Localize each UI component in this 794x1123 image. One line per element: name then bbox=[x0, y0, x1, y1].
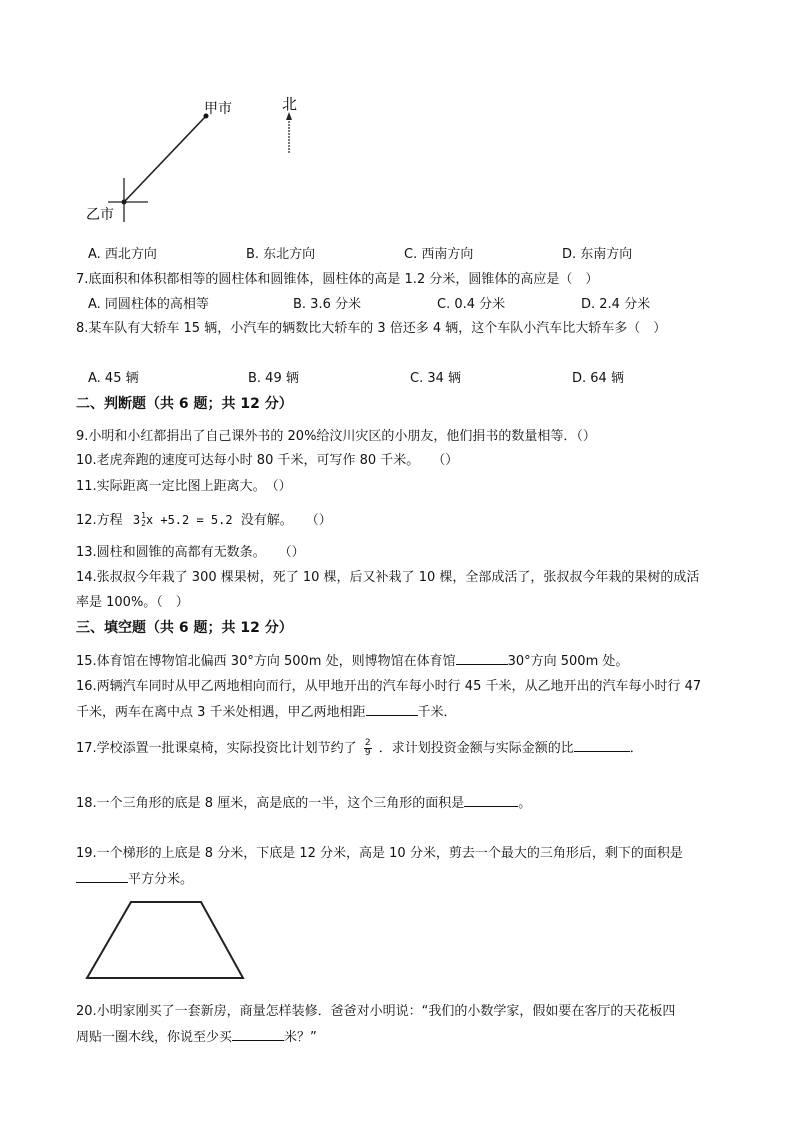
q20-text-after: 米？” bbox=[284, 1030, 317, 1045]
q19-answer-blank[interactable] bbox=[76, 870, 128, 883]
q18-text-before: 18.一个三角形的底是 8 厘米，高是底的一半，这个三角形的面积是 bbox=[76, 796, 465, 811]
q8-option-c[interactable]: C. 34 辆 bbox=[410, 371, 462, 386]
q12-equation: x +5.2 = 5.2 bbox=[145, 513, 233, 527]
q16-text-after: 千米． bbox=[417, 705, 457, 720]
q17-answer-blank[interactable] bbox=[574, 739, 630, 752]
q6-option-c[interactable]: C. 西南方向 bbox=[404, 247, 474, 262]
q15-answer-blank[interactable] bbox=[456, 652, 508, 665]
q18-answer-blank[interactable] bbox=[464, 794, 518, 807]
q12-prefix: 12.方程 bbox=[76, 513, 123, 528]
direction-map-figure bbox=[82, 92, 312, 227]
city-b-label: 乙市 bbox=[86, 207, 114, 223]
north-label: 北 bbox=[282, 95, 298, 113]
q17-text-before: 17.学校添置一批课桌椅，实际投资比计划节约了 bbox=[76, 741, 357, 756]
q12-whole: 3 bbox=[132, 513, 141, 527]
question-13: 13.圆柱和圆锥的高都有无数条。 （） bbox=[76, 545, 305, 560]
q6-option-a[interactable]: A. 西北方向 bbox=[88, 247, 157, 262]
q8-option-d[interactable]: D. 64 辆 bbox=[572, 371, 624, 386]
q7-option-a[interactable]: A. 同圆柱体的高相等 bbox=[88, 297, 209, 312]
section-heading-judgment: 二、判断题（共 6 题；共 12 分） bbox=[76, 396, 293, 412]
q18-text-after: 。 bbox=[518, 796, 532, 811]
question-9: 9.小明和小红都捐出了自己课外书的 20%给汶川灾区的小朋友，他们捐书的数量相等．（） bbox=[76, 429, 596, 444]
question-17 bbox=[76, 736, 643, 762]
q16-answer-blank[interactable] bbox=[366, 703, 418, 716]
q7-option-c[interactable]: C. 0.4 分米 bbox=[437, 297, 506, 312]
question-20-line-2 bbox=[76, 1028, 317, 1047]
question-8: 8.某车队有大轿车 15 辆，小汽车的辆数比大轿车的 3 倍还多 4 辆，这个车队小汽车比大轿车多（ ） bbox=[76, 321, 667, 336]
q17-denominator: 9 bbox=[364, 748, 371, 758]
question-18 bbox=[76, 794, 531, 813]
q20-text-before: 周贴一圈木线，你说至少买 bbox=[76, 1030, 233, 1045]
q8-option-a[interactable]: A. 45 辆 bbox=[88, 371, 139, 386]
q6-option-d[interactable]: D. 东南方向 bbox=[562, 247, 633, 262]
q17-text-after: ．求计划投资金额与实际金额的比 bbox=[378, 741, 574, 756]
q15-text-after: 30°方向 500m 处。 bbox=[507, 654, 629, 669]
question-15 bbox=[76, 652, 628, 671]
route-line bbox=[124, 116, 206, 202]
trapezoid-shape bbox=[87, 902, 243, 978]
city-a-label: 甲市 bbox=[204, 101, 232, 117]
question-19-line-2 bbox=[76, 870, 193, 889]
q17-fraction bbox=[364, 739, 372, 758]
q8-option-b[interactable]: B. 49 辆 bbox=[248, 371, 299, 386]
q6-option-b[interactable]: B. 东北方向 bbox=[246, 247, 316, 262]
q12-suffix: 没有解。 （） bbox=[240, 513, 332, 528]
question-20-line-1: 20.小明家刚买了一套新房，商量怎样装修．爸爸对小明说：“我们的小数学家，假如要在客厅的天花板四 bbox=[76, 1004, 676, 1019]
q17-text-end: ． bbox=[629, 741, 643, 756]
q12-numerator: 1 bbox=[141, 511, 146, 520]
question-19-line-1: 19.一个梯形的上底是 8 分米，下底是 12 分米，高是 10 分米，剪去一个最大的三角形后，剩下的面积是 bbox=[76, 846, 683, 861]
q7-option-d[interactable]: D. 2.4 分米 bbox=[581, 297, 651, 312]
q20-answer-blank[interactable] bbox=[232, 1028, 284, 1041]
q15-text-before: 15.体育馆在博物馆北偏西 30°方向 500m 处，则博物馆在体育馆 bbox=[76, 654, 456, 669]
question-16-line-2 bbox=[76, 703, 457, 722]
north-arrow-head bbox=[286, 112, 292, 120]
question-12 bbox=[76, 511, 332, 530]
q19-text-after: 平方分米。 bbox=[128, 872, 194, 887]
question-16-line-1: 16.两辆汽车同时从甲乙两地相向而行，从甲地开出的汽车每小时行 45 千米，从乙地开出的汽车每小时行 47 bbox=[76, 679, 702, 694]
question-10: 10.老虎奔跑的速度可达每小时 80 千米，可写作 80 千米。 （） bbox=[76, 453, 459, 468]
q12-mixed-number bbox=[133, 511, 233, 529]
question-14-line-2: 率是 100%。（ ） bbox=[76, 595, 189, 610]
question-11: 11.实际距离一定比图上距离大。 （） bbox=[76, 479, 292, 494]
q12-denominator: 2 bbox=[141, 519, 146, 528]
trapezoid-figure bbox=[84, 900, 248, 982]
question-14-line-1: 14.张叔叔今年栽了 300 棵果树，死了 10 棵，后又补栽了 10 棵，全部成活了，张叔叔今年栽的果树的成活 bbox=[76, 570, 700, 585]
q16-text-before: 千米，两车在离中点 3 千米处相遇，甲乙两地相距 bbox=[76, 705, 366, 720]
question-7: 7.底面积和体积都相等的圆柱体和圆锥体，圆柱体的高是 1.2 分米，圆锥体的高应是（ ） bbox=[76, 272, 599, 287]
q17-numerator: 2 bbox=[364, 738, 371, 748]
section-heading-fill-in: 三、填空题（共 6 题；共 12 分） bbox=[76, 620, 293, 636]
q7-option-b[interactable]: B. 3.6 分米 bbox=[293, 297, 361, 312]
